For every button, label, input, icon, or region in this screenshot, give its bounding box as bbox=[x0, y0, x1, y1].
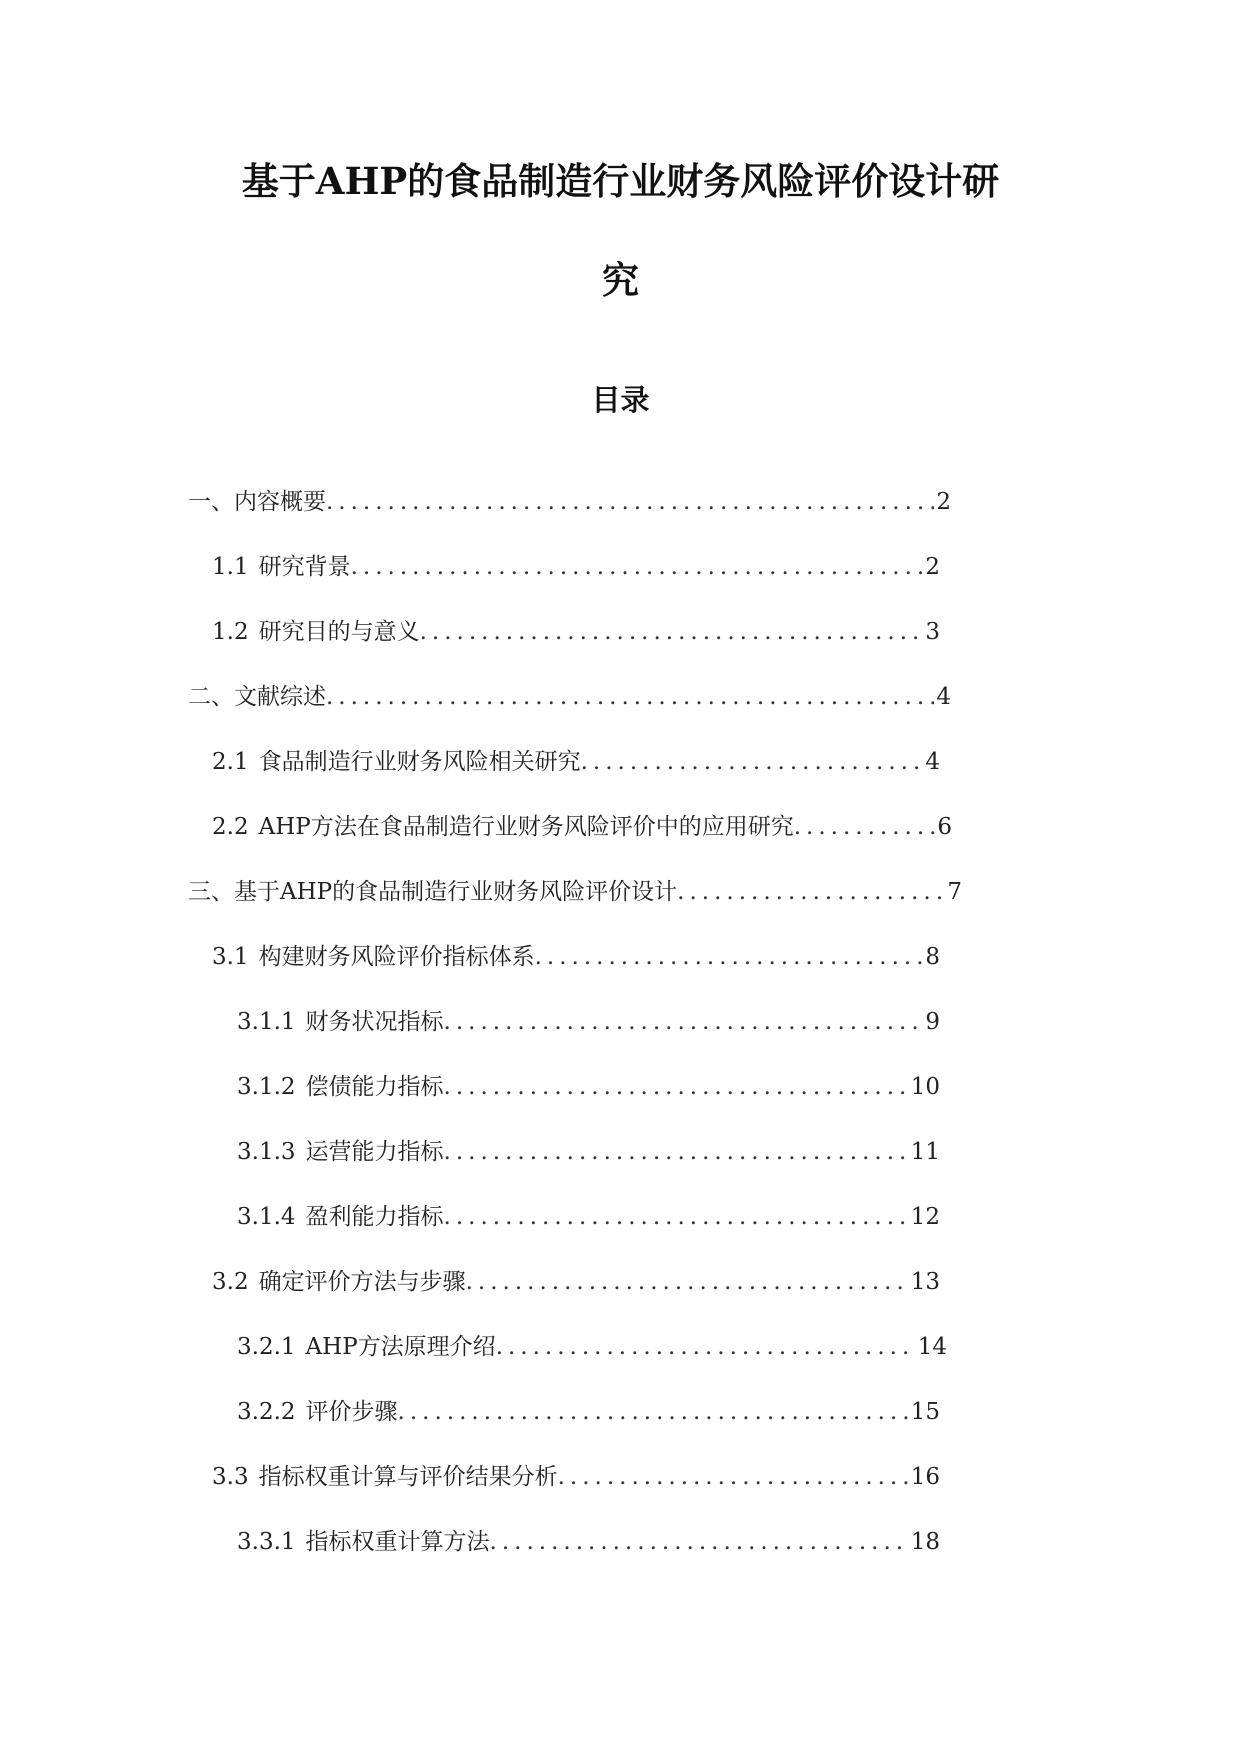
toc-dot-leader bbox=[444, 1135, 909, 1169]
toc-entry-label: 运营能力指标 bbox=[305, 1139, 444, 1165]
toc-entry-label: 二、文献综述 bbox=[188, 684, 326, 710]
toc-dot-leader bbox=[420, 615, 924, 649]
toc-entry-number: 3.1.2 bbox=[237, 1074, 296, 1100]
toc-dot-leader bbox=[490, 1525, 909, 1559]
toc-entry-number: 1.1 bbox=[212, 554, 249, 580]
toc-entry-page: 6 bbox=[937, 814, 952, 840]
toc-entry-number: 3.1 bbox=[212, 944, 249, 970]
toc-entry[interactable] bbox=[212, 940, 940, 974]
toc-entry[interactable] bbox=[237, 1005, 940, 1039]
document-title-line-2: 究 bbox=[602, 258, 639, 302]
toc-entry-page: 13 bbox=[910, 1269, 940, 1295]
toc-entry-number: 3.2.2 bbox=[237, 1399, 296, 1425]
toc-dot-leader bbox=[444, 1070, 909, 1104]
toc-dot-leader bbox=[496, 1330, 916, 1364]
toc-entry-number: 3.3.1 bbox=[237, 1529, 296, 1555]
toc-entry[interactable] bbox=[237, 1395, 940, 1429]
toc-heading: 目录 bbox=[591, 383, 650, 417]
toc-entry-page: 2 bbox=[936, 489, 951, 515]
toc-entry-label: 确定评价方法与步骤 bbox=[258, 1269, 466, 1295]
toc-entry-label: 研究目的与意义 bbox=[258, 619, 420, 645]
toc-entry-label: 三、基于AHP的食品制造行业财务风险评价设计 bbox=[188, 879, 678, 905]
toc-entry-page: 2 bbox=[925, 554, 940, 580]
toc-entry-label: AHP方法在食品制造行业财务风险评价中的应用研究 bbox=[258, 814, 794, 840]
toc-entry-number: 3.3 bbox=[212, 1464, 249, 1490]
toc-dot-leader bbox=[351, 550, 924, 584]
toc-entry-label: 研究背景 bbox=[258, 554, 351, 580]
toc-dot-leader bbox=[466, 1265, 909, 1299]
toc-entry-page: 14 bbox=[917, 1334, 947, 1360]
toc-entry-number: 3.1.4 bbox=[237, 1204, 296, 1230]
toc-entry[interactable] bbox=[212, 615, 940, 649]
toc-entry[interactable] bbox=[237, 1525, 940, 1559]
toc-entry[interactable] bbox=[212, 810, 952, 844]
toc-dot-leader bbox=[398, 1395, 909, 1429]
toc-entry-page: 15 bbox=[910, 1399, 940, 1425]
toc-entry-label: 构建财务风险评价指标体系 bbox=[258, 944, 535, 970]
toc-dot-leader bbox=[677, 875, 945, 909]
toc-entry-page: 8 bbox=[925, 944, 940, 970]
toc-entry-number: 3.2.1 bbox=[237, 1334, 296, 1360]
toc-dot-leader bbox=[326, 680, 934, 714]
toc-dot-leader bbox=[581, 745, 924, 779]
toc-dot-leader bbox=[558, 1460, 909, 1494]
toc-entry[interactable] bbox=[237, 1330, 947, 1364]
toc-entry[interactable] bbox=[212, 745, 940, 779]
toc-entry[interactable] bbox=[237, 1070, 940, 1104]
toc-entry-number: 3.1.1 bbox=[237, 1009, 296, 1035]
toc-entry-page: 10 bbox=[910, 1074, 940, 1100]
document-title-line-1: 基于AHP的食品制造行业财务风险评价设计研 bbox=[241, 159, 1000, 203]
toc-entry[interactable] bbox=[188, 485, 951, 519]
toc-entry-number: 1.2 bbox=[212, 619, 249, 645]
toc-entry-label: 指标权重计算与评价结果分析 bbox=[258, 1464, 558, 1490]
toc-dot-leader bbox=[326, 485, 934, 519]
toc-entry-label: 指标权重计算方法 bbox=[305, 1529, 490, 1555]
toc-entry[interactable] bbox=[188, 680, 951, 714]
toc-entry-page: 4 bbox=[925, 749, 940, 775]
toc-entry[interactable] bbox=[188, 875, 962, 909]
toc-entry-page: 7 bbox=[947, 879, 962, 905]
toc-entry-page: 9 bbox=[925, 1009, 940, 1035]
toc-entry-page: 16 bbox=[910, 1464, 940, 1490]
toc-entry-page: 11 bbox=[910, 1139, 940, 1165]
toc-entry-label: AHP方法原理介绍 bbox=[305, 1334, 496, 1360]
toc-dot-leader bbox=[535, 940, 924, 974]
toc-entry-page: 18 bbox=[910, 1529, 940, 1555]
toc-entry-number: 3.1.3 bbox=[237, 1139, 296, 1165]
toc-entry[interactable] bbox=[237, 1200, 940, 1234]
toc-entry-label: 评价步骤 bbox=[305, 1399, 398, 1425]
toc-entry-page: 4 bbox=[936, 684, 951, 710]
toc-entry-page: 3 bbox=[925, 619, 940, 645]
toc-entry-label: 偿债能力指标 bbox=[305, 1074, 444, 1100]
toc-entry-label: 盈利能力指标 bbox=[305, 1204, 444, 1230]
toc-dot-leader bbox=[794, 810, 936, 844]
toc-entry-page: 12 bbox=[910, 1204, 940, 1230]
toc-entry[interactable] bbox=[212, 1265, 940, 1299]
toc-dot-leader bbox=[444, 1200, 909, 1234]
toc-entry-number: 2.1 bbox=[212, 749, 249, 775]
toc-dot-leader bbox=[444, 1005, 924, 1039]
toc-entry-label: 食品制造行业财务风险相关研究 bbox=[258, 749, 581, 775]
toc-entry-number: 2.2 bbox=[212, 814, 249, 840]
toc-entry[interactable] bbox=[212, 550, 940, 584]
toc-entry[interactable] bbox=[212, 1460, 940, 1494]
toc-entry-label: 一、内容概要 bbox=[188, 489, 326, 515]
toc-entry-label: 财务状况指标 bbox=[305, 1009, 444, 1035]
toc-entry[interactable] bbox=[237, 1135, 940, 1169]
toc-entry-number: 3.2 bbox=[212, 1269, 249, 1295]
